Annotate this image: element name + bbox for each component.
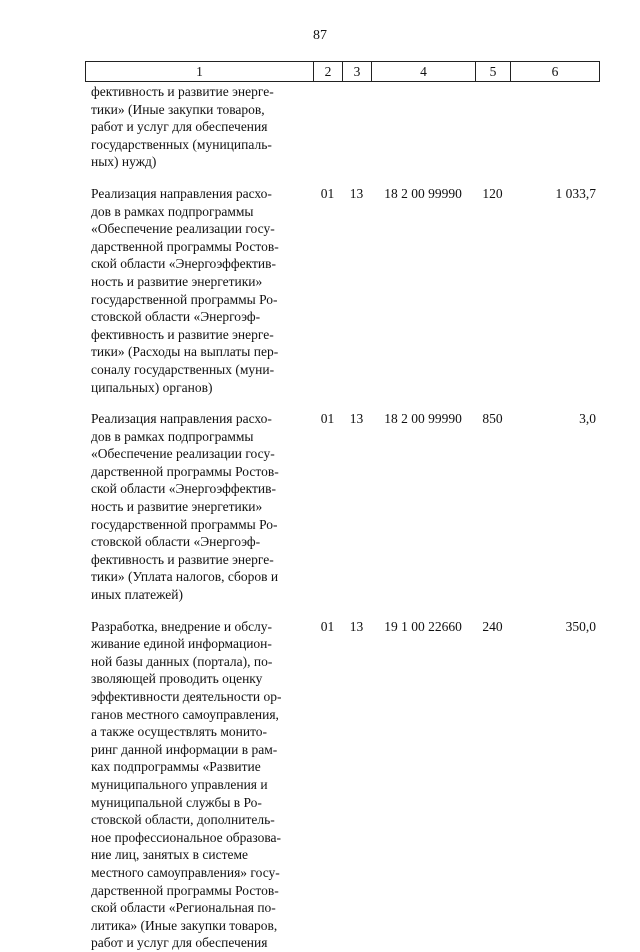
- row-target-article: 18 2 00 99990: [384, 185, 462, 201]
- header-col-6: 6: [510, 62, 600, 81]
- header-col-2: 2: [313, 62, 342, 81]
- row-description: Реализация направления расхо- дов в рамках подпрограммы «Обеспечение реализации госу- дарственной программы Ростов- ской области «Энергоэффектив- ность и развитие энергетики» государственной программы Ро- стовской области «Энергоэф- фективность и развитие энерге- тики» (Уплата налогов, сборов и иных платежей): [91, 411, 279, 603]
- row-amount: 350,0: [565, 618, 596, 634]
- table-row: [85, 83, 600, 171]
- row-section: 01: [320, 618, 335, 634]
- row-expense-type: 120: [482, 185, 503, 201]
- row-expense-type: [475, 83, 510, 171]
- row-section: [313, 83, 342, 171]
- header-col-3: 3: [342, 62, 371, 81]
- table-row: [85, 185, 600, 396]
- table-row: [85, 618, 600, 952]
- header-col-4: 4: [371, 62, 475, 81]
- page-number: 87: [313, 28, 327, 43]
- row-subsection: 13: [349, 411, 364, 427]
- header-col-5: 5: [475, 62, 510, 81]
- table-row: [85, 410, 600, 604]
- row-section: 01: [320, 185, 335, 201]
- row-subsection: 13: [349, 185, 364, 201]
- header-col-1: 1: [85, 62, 313, 81]
- row-target-article: 18 2 00 99990: [384, 411, 462, 427]
- row-expense-type: 850: [482, 411, 503, 427]
- table-body: [85, 83, 600, 952]
- row-target-article: 19 1 00 22660: [384, 618, 462, 634]
- row-description: фективность и развитие энерге- тики» (Иные закупки товаров, работ и услуг для обеспечения государственных (муниципаль- ных) нужд): [91, 84, 274, 170]
- row-target-article: [371, 83, 475, 171]
- row-description: Разработка, внедрение и обслу- живание единой информацион- ной базы данных (портала), по- зволяющей проводить оценку эффективности деятельности ор- ганов местного самоуправления, а также осуществлять монито- ринг данной информации в рам- ках подпрограммы «Развитие муниципального управления и муниципальной службы в Ро- стовской области, дополнитель- ное профессиональное образова- ние лиц, занятых в системе местного самоуправления» госу- дарственной программы Ростов- ской области «Региональная по- литика» (Иные закупки товаров, работ и услуг для обеспечения: [91, 618, 282, 951]
- row-description: Реализация направления расхо- дов в рамках подпрограммы «Обеспечение реализации госу- дарственной программы Ростов- ской области «Энергоэффектив- ность и развитие энергетики» государственной программы Ро- стовской области «Энергоэф- фективность и развитие энерге- тики» (Расходы на выплаты пер- соналу государственных (муни- ципальных) органов): [91, 185, 279, 395]
- row-amount: 1 033,7: [555, 185, 596, 201]
- row-subsection: 13: [349, 618, 364, 634]
- row-amount: [510, 83, 600, 171]
- row-subsection: [342, 83, 371, 171]
- row-amount: 3,0: [579, 411, 596, 427]
- row-expense-type: 240: [482, 618, 503, 634]
- table-header: [85, 61, 600, 82]
- row-section: 01: [320, 411, 335, 427]
